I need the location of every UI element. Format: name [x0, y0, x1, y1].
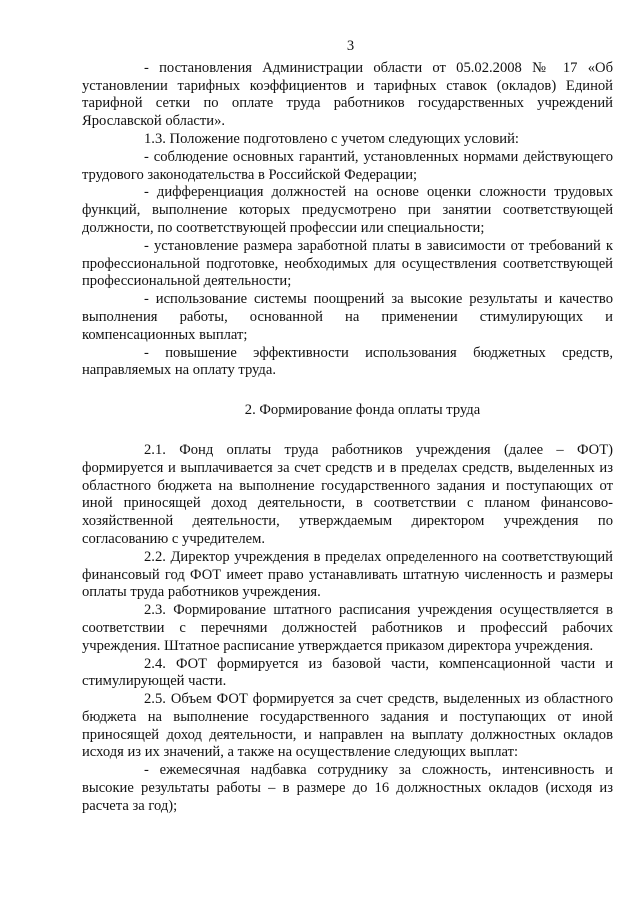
- paragraph-2-1: 2.1. Фонд оплаты труда работников учреждения (далее – ФОТ) формируется и выплачивается за счет средств и в пределах средств, выделенных из областного бюджета на выполнение государственного задания и поступающих от иной приносящей доход деятельности, в соответствии с планом финансово-хозяйственной деятельности, утверждаемым директором учреждения по согласованию с учредителем.: [82, 441, 613, 547]
- paragraph-monthly-bonus: - ежемесячная надбавка сотруднику за сложность, интенсивность и высокие результаты работы – в размере до 16 должностных окладов (исходя из расчета за год);: [82, 762, 613, 814]
- paragraph-2-4: 2.4. ФОТ формируется из базовой части, компенсационной части и стимулирующей части.: [82, 655, 613, 690]
- paragraph-2-3: 2.3. Формирование штатного расписания учреждения осуществляется в соответствии с перечнями должностей работников и профессий рабочих учреждения. Штатное расписание утверждается приказом директора учреждения.: [82, 602, 613, 654]
- paragraph-guarantees: - соблюдение основных гарантий, установленных нормами действующего трудового законодательства в Российской Федерации;: [82, 148, 613, 183]
- paragraph-salary-requirements: - установление размера заработной платы в зависимости от требований к профессиональной подготовке, необходимых для осуществления соответствующей профессиональной деятельности;: [82, 237, 613, 290]
- page-number: 3: [346, 38, 355, 54]
- paragraph-budget-efficiency: - повышение эффективности использования бюджетных средств, направляемых на оплату труда.: [82, 344, 613, 379]
- paragraph-decree-reference: - постановления Администрации области от 05.02.2008 № 17 «Об установлении тарифных коэффициентов и тарифных ставок (окладов) Единой тарифной сетки по оплате труда работников государственных учреждений Ярославской области».: [82, 59, 613, 130]
- paragraph-1-3: 1.3. Положение подготовлено с учетом следующих условий:: [144, 130, 519, 147]
- paragraph-differentiation: - дифференциация должностей на основе оценки сложности трудовых функций, выполнение которых предусмотрено при занятии соответствующей должности, по соответствующей профессии или специальности;: [82, 184, 613, 236]
- paragraph-2-5: 2.5. Объем ФОТ формируется за счет средств, выделенных из областного бюджета на выполнение государственного задания и поступающих от иной приносящей доход деятельности, и направлен на выплату должностных окладов исходя из их значений, а также на осуществление следующих выплат:: [82, 691, 613, 761]
- paragraph-2-2: 2.2. Директор учреждения в пределах определенного на соответствующий финансовый год ФОТ имеет право устанавливать штатную численность и размеры оплаты труда работников учреждения.: [82, 548, 613, 601]
- paragraph-incentive-system: - использование системы поощрений за высокие результаты и качество выполнения работы, основанной на применении стимулирующих и компенсационных выплат;: [82, 291, 613, 343]
- section-heading: 2. Формирование фонда оплаты труда: [244, 402, 481, 419]
